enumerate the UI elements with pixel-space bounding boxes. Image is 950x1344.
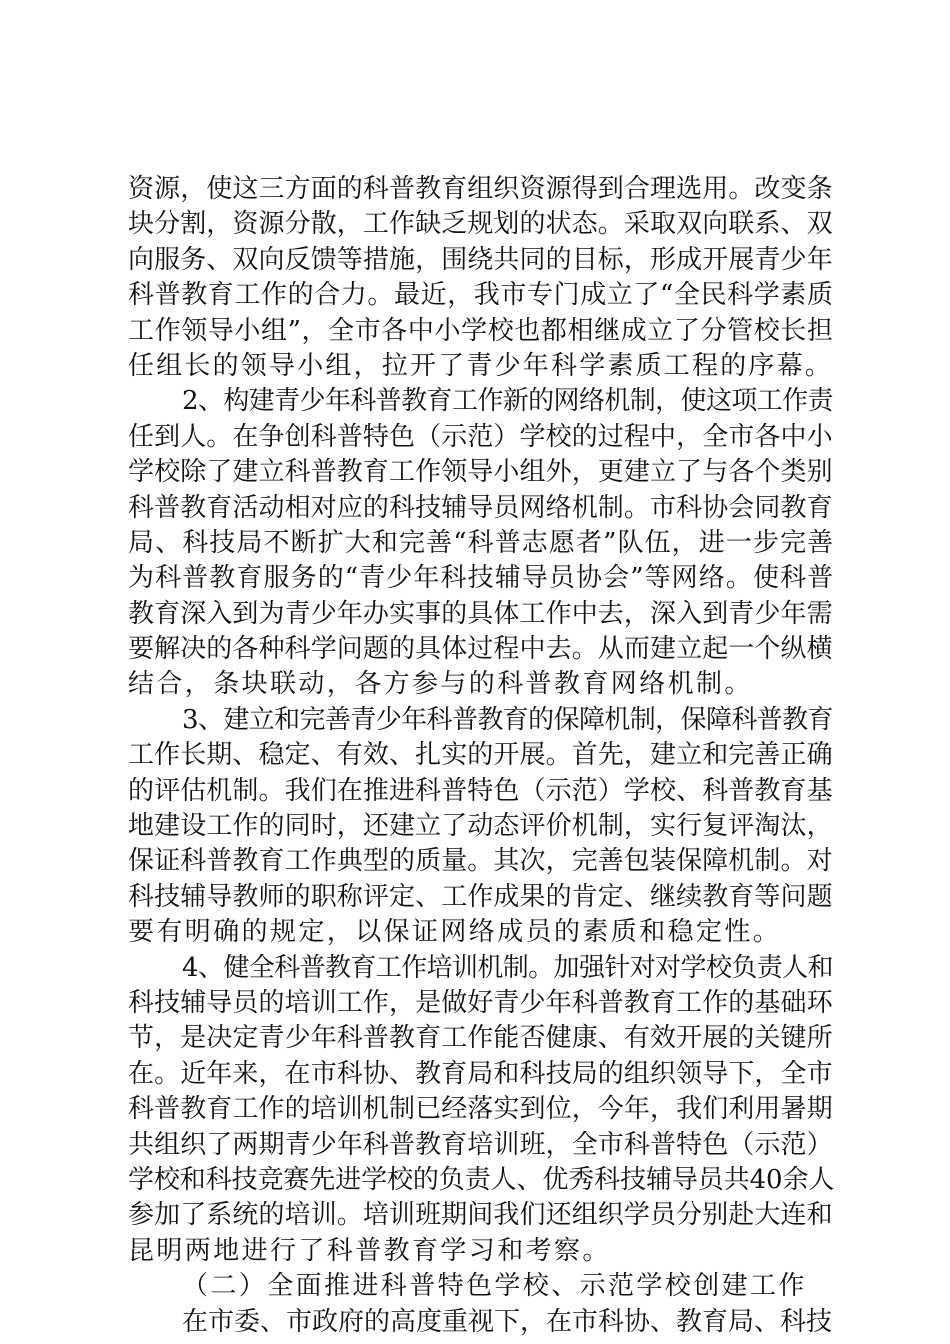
text-line: 学校和科技竞赛先进学校的负责人、优秀科技辅导员共40余人 [128, 1164, 835, 1195]
text-line: 任组长的领导小组，拉开了青少年科学素质工程的序幕。 [128, 350, 834, 381]
text-line: 科普教育工作的合力。最近，我市专门成立了“全民科学素质 [128, 280, 834, 311]
text-line: 为科普教育服务的“青少年科技辅导员协会”等网络。使科普 [128, 563, 835, 594]
paragraph-start-line: 在市委、市政府的高度重视下，在市科协、教育局、科技 [182, 1306, 833, 1337]
text-line: 在。近年来，在市科协、教育局和科技局的组织领导下，全市 [128, 1058, 833, 1089]
text-line: 工作领导小组”，全市各中小学校也都相继成立了分管校长担 [128, 315, 834, 346]
document-body [128, 172, 834, 1340]
text-line: 昆明两地进行了科普教育学习和考察。 [128, 1235, 611, 1266]
text-line: 地建设工作的同时，还建立了动态评价机制，实行复评淘汰， [128, 811, 833, 842]
text-line: 学校除了建立科普教育工作领导小组外，更建立了与各个类别 [128, 457, 833, 488]
section-heading: （二）全面推进科普特色学校、示范学校创建工作 [182, 1271, 807, 1302]
text-line: 工作长期、稳定、有效、扎实的开展。首先，建立和完善正确 [128, 740, 833, 771]
text-line: 结合，条块联动，各方参与的科普教育网络机制。 [128, 669, 753, 700]
text-line: 向服务、双向反馈等措施，围绕共同的目标，形成开展青少年 [128, 244, 833, 275]
text-line: 节，是决定青少年科普教育工作能否健康、有效开展的关键所 [128, 1023, 833, 1054]
text-line: 参加了系统的培训。培训班期间我们还组织学员分别赴大连和 [128, 1200, 833, 1231]
paragraph-start-line: 3、建立和完善青少年科普教育的保障机制，保障科普教育 [182, 704, 833, 735]
text-line: 要解决的各种科学问题的具体过程中去。从而建立起一个纵横 [128, 634, 833, 665]
paragraph-start-line: 4、健全科普教育工作培训机制。加强针对对学校负责人和 [182, 952, 833, 983]
text-line: 科普教育工作的培训机制已经落实到位，今年，我们利用暑期 [128, 1094, 833, 1125]
text-line: 科技辅导员的培训工作，是做好青少年科普教育工作的基础环 [128, 987, 833, 1018]
text-line: 保证科普教育工作典型的质量。其次，完善包装保障机制。对 [128, 846, 833, 877]
text-line: 共组织了两期青少年科普教育培训班，全市科普特色（示范） [128, 1129, 833, 1160]
text-line: 要有明确的规定，以保证网络成员的素质和稳定性。 [128, 917, 782, 948]
paragraph-start-line: 2、构建青少年科普教育工作新的网络机制，使这项工作责 [182, 386, 833, 417]
text-line: 任到人。在争创科普特色（示范）学校的过程中，全市各中小 [128, 421, 833, 452]
text-line: 的评估机制。我们在推进科普特色（示范）学校、科普教育基 [128, 775, 833, 806]
text-line: 科普教育活动相对应的科技辅导员网络机制。市科协会同教育 [128, 492, 833, 523]
text-line: 教育深入到为青少年办实事的具体工作中去，深入到青少年需 [128, 598, 833, 629]
text-line: 资源，使这三方面的科普教育组织资源得到合理选用。改变条 [128, 174, 833, 204]
text-line: 科技辅导教师的职称评定、工作成果的肯定、继续教育等问题 [128, 881, 833, 912]
text-line: 局、科技局不断扩大和完善“科普志愿者”队伍，进一步完善 [128, 527, 835, 558]
text-line: 块分割，资源分散，工作缺乏规划的状态。采取双向联系、双 [128, 209, 833, 240]
